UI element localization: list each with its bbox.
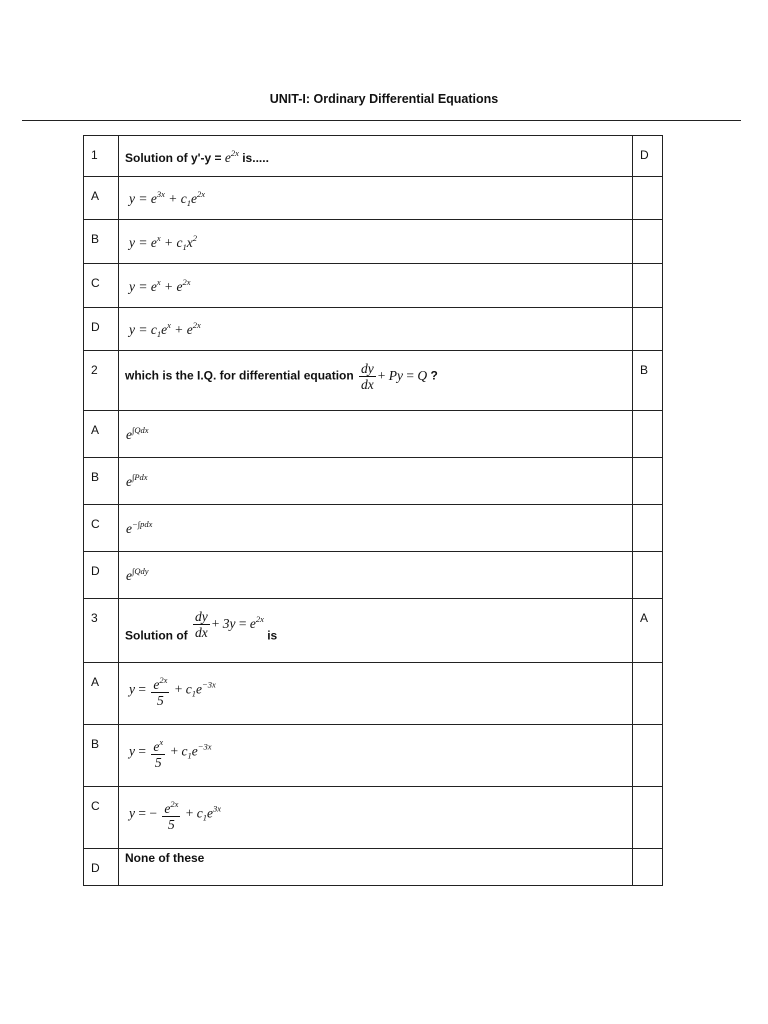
question-text: which is the I.Q. for differential equation $\frac{dy}{dx}$ + Py = Q ? bbox=[125, 361, 438, 392]
option-text: None of these bbox=[125, 851, 205, 865]
correct-answer: A bbox=[640, 611, 649, 625]
option-row bbox=[84, 849, 663, 886]
question-row bbox=[84, 599, 663, 663]
option-label: A bbox=[91, 423, 100, 437]
option-label: C bbox=[91, 517, 100, 531]
option-formula: $e^{\int Qdy}$ bbox=[126, 566, 149, 583]
question-table bbox=[83, 135, 663, 886]
option-row bbox=[84, 787, 663, 849]
option-formula: $y = e^x + c_1x^2$ bbox=[129, 233, 197, 252]
option-label: C bbox=[91, 276, 100, 290]
option-row bbox=[84, 411, 663, 458]
option-formula: $y = e^x + e^{2x}$ bbox=[129, 277, 191, 294]
question-number: 3 bbox=[91, 611, 98, 625]
option-row bbox=[84, 308, 663, 351]
option-row bbox=[84, 725, 663, 787]
question-formula: $\frac{dy}{dx}$ + Py = Q bbox=[361, 361, 428, 392]
page-title: UNIT-I: Ordinary Differential Equations bbox=[269, 92, 499, 106]
question-text: Solution of $y'-y = e^{2x}$ is..... bbox=[125, 148, 269, 165]
option-formula: y = − $\frac{e^{2x}}{5}$ + $c_1e^{3x}$ bbox=[129, 799, 222, 832]
option-formula: y = $\frac{e^{2x}}{5}$ + $c_1e^{-3x}$ bbox=[129, 675, 216, 708]
option-row bbox=[84, 552, 663, 599]
question-number: 1 bbox=[91, 148, 98, 162]
option-formula: $e^{\int Qdx}$ bbox=[126, 425, 149, 442]
option-label: D bbox=[91, 564, 100, 578]
option-formula: $y = c_1e^x + e^{2x}$ bbox=[129, 320, 201, 339]
question-formula: $\frac{dy}{dx}$ + $3y = e^{2x}$ bbox=[194, 609, 264, 640]
option-label: A bbox=[91, 189, 100, 203]
option-row bbox=[84, 663, 663, 725]
option-label: D bbox=[91, 320, 100, 334]
correct-answer: D bbox=[640, 148, 649, 162]
option-formula: $e^{\int Pdx}$ bbox=[126, 472, 148, 489]
question-formula: $e^{2x}$ bbox=[224, 148, 239, 165]
option-label: A bbox=[91, 675, 100, 689]
option-row bbox=[84, 264, 663, 308]
option-label: B bbox=[91, 232, 100, 246]
question-row bbox=[84, 351, 663, 411]
option-formula: $e^{-\int pdx}$ bbox=[126, 519, 153, 536]
option-label: B bbox=[91, 737, 100, 751]
question-text: Solution of $\frac{dy}{dx}$ + $3y = e^{2x}$ is bbox=[125, 609, 278, 643]
option-row bbox=[84, 177, 663, 220]
correct-answer: B bbox=[640, 363, 649, 377]
question-row bbox=[84, 136, 663, 177]
question-number: 2 bbox=[91, 363, 98, 377]
option-row bbox=[84, 458, 663, 505]
option-formula: y = $\frac{e^x}{5}$ + $c_1e^{-3x}$ bbox=[129, 737, 212, 770]
option-row bbox=[84, 220, 663, 264]
title-divider bbox=[22, 120, 741, 121]
option-formula: $y = e^{3x} + c_1e^{2x}$ bbox=[129, 189, 206, 208]
option-row bbox=[84, 505, 663, 552]
option-label: B bbox=[91, 470, 100, 484]
option-label: C bbox=[91, 799, 100, 813]
option-label: D bbox=[91, 861, 100, 875]
